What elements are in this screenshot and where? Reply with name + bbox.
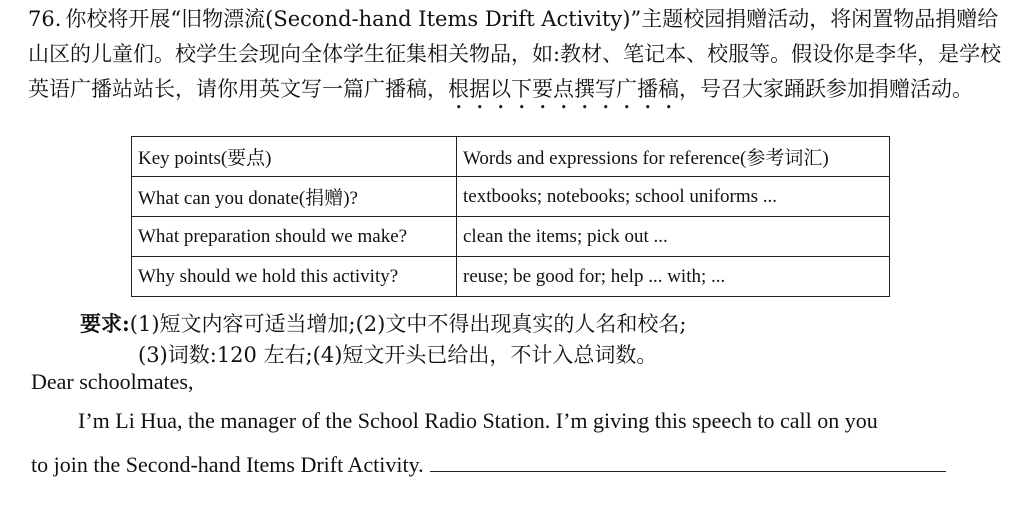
- reference-words-cell: clean the items; pick out ...: [457, 217, 890, 257]
- key-point-cell: What preparation should we make?: [132, 217, 457, 257]
- table-header-row: [132, 137, 890, 177]
- key-point-cell: Key points(要点): [132, 137, 457, 177]
- reference-words-cell: textbooks; notebooks; school uniforms ...: [457, 177, 890, 217]
- requirements: [80, 308, 686, 371]
- answer-blank-line[interactable]: [430, 453, 946, 472]
- question-prompt: [28, 2, 1013, 114]
- table-row: [132, 177, 890, 217]
- reference-words-cell: reuse; be good for; help ... with; ...: [457, 257, 890, 297]
- question-number: 76.: [28, 7, 62, 31]
- letter-body-line-1: I’m Li Hua, the manager of the School Radio Station. I’m giving this speech to call on you: [78, 408, 878, 433]
- prompt-text-end: ，号召大家踊跃参加捐赠活动。: [679, 77, 973, 101]
- key-point-cell: What can you donate(捐赠)?: [132, 177, 457, 217]
- letter-body-line-2: to join the Second-hand Items Drift Activity.: [31, 452, 424, 477]
- requirements-label: 要求:: [80, 311, 130, 336]
- requirement-line-2: (3)词数:120 左右;(4)短文开头已给出，不计入总词数。: [138, 343, 658, 367]
- table-row: [132, 257, 890, 297]
- key-point-cell: Why should we hold this activity?: [132, 257, 457, 297]
- letter-start: [31, 370, 996, 477]
- reference-table: [131, 136, 890, 297]
- requirement-line-1: (1)短文内容可适当增加;(2)文中不得出现真实的人名和校名;: [129, 312, 687, 336]
- prompt-text: 你校将开展“旧物漂流(Second-hand Items Drift Activity)”主题校园捐赠活动，将闲置物品捐赠给山区的儿童们。校学生会现向全体学生征集相关物品，如:教材、笔记本、校服等。假设你是李华，是学校英语广播站站长，请你用英文写一篇广播稿，: [28, 7, 1002, 101]
- reference-words-cell: Words and expressions for reference(参考词汇): [457, 137, 890, 177]
- prompt-emphasized-text: 根据以下要点撰写广播稿: [448, 77, 679, 101]
- letter-greeting: Dear schoolmates,: [31, 369, 194, 394]
- table-row: [132, 217, 890, 257]
